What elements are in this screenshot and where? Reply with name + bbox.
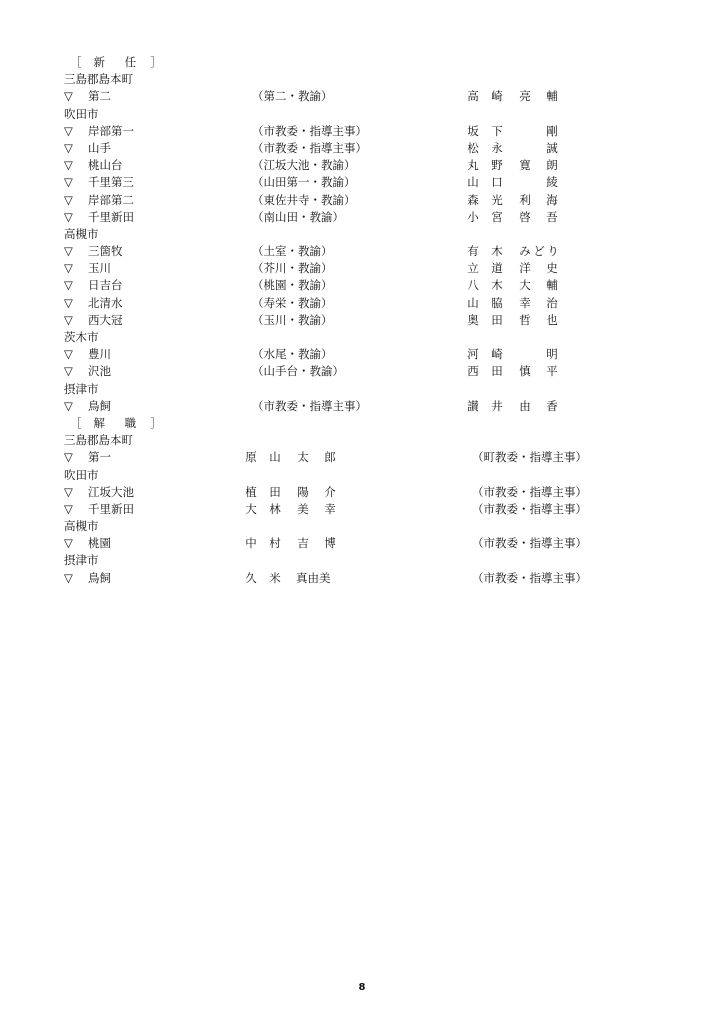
triangle-icon: ▽ (64, 501, 73, 516)
school-name: 豊川 (88, 347, 111, 362)
school-name: 沢池 (88, 364, 111, 379)
personnel-list (64, 54, 664, 587)
triangle-icon: ▽ (64, 295, 73, 310)
table-row (64, 123, 664, 140)
new-post: （市教委・指導主事） (472, 570, 587, 585)
table-row (64, 346, 664, 363)
name-char: 坂 (467, 123, 479, 138)
name-char: 山 (467, 295, 479, 310)
city-heading: 高槻市 (64, 226, 99, 241)
table-row (64, 157, 664, 174)
table-row (64, 484, 664, 501)
triangle-icon: ▽ (64, 140, 73, 155)
name-char: 太 (297, 450, 309, 465)
city-heading: 三島郡島本町 (64, 72, 133, 87)
section-title: 新 任 (93, 55, 145, 69)
name-char: 綾 (546, 175, 558, 190)
name-char: 平 (546, 364, 558, 379)
city-heading: 吹田市 (64, 106, 99, 121)
section-heading (64, 54, 664, 71)
name-char: 郎 (324, 450, 336, 465)
table-row (64, 501, 664, 518)
school-name: 千里新田 (88, 209, 134, 224)
name-char: 八 (467, 278, 479, 293)
bracket-close: ］ (150, 55, 162, 69)
table-row (64, 312, 664, 329)
previous-post: （第二・教諭） (252, 89, 333, 104)
name-char: 崎 (491, 89, 503, 104)
triangle-icon: ▽ (64, 192, 73, 207)
name-char: 永 (491, 140, 503, 155)
name-char: 道 (491, 261, 503, 276)
name-char: 脇 (491, 295, 503, 310)
name-char: 木 (491, 244, 503, 259)
name-char: 亮 (519, 89, 531, 104)
triangle-icon: ▽ (64, 261, 73, 276)
name-char: み (519, 244, 531, 259)
table-row (64, 174, 664, 191)
triangle-icon: ▽ (64, 536, 73, 551)
city-heading: 三島郡島本町 (64, 433, 133, 448)
triangle-icon: ▽ (64, 364, 73, 379)
previous-post: （市教委・指導主事） (252, 140, 367, 155)
city-heading: 吹田市 (64, 467, 99, 482)
name-char: 介 (324, 484, 336, 499)
school-name: 日吉台 (88, 278, 123, 293)
name-char: 幸 (519, 295, 531, 310)
previous-post: （市教委・指導主事） (252, 398, 367, 413)
name-char: 輔 (546, 278, 558, 293)
name-char: 海 (546, 192, 558, 207)
name-char: 剛 (546, 123, 558, 138)
table-row (64, 209, 664, 226)
name-char: 明 (546, 347, 558, 362)
name-char: 美 (297, 501, 309, 516)
new-post: （市教委・指導主事） (472, 484, 587, 499)
previous-post: （玉川・教諭） (252, 312, 333, 327)
name-char: 寛 (519, 158, 531, 173)
school-name: 桃園 (88, 536, 111, 551)
school-name: 第二 (88, 89, 111, 104)
section-heading (64, 415, 664, 432)
bracket-open: ［ (70, 415, 82, 430)
school-name: 玉川 (88, 261, 111, 276)
name-char: 田 (491, 364, 503, 379)
previous-post: （寿栄・教諭） (252, 295, 333, 310)
name-char: ど (533, 244, 545, 259)
school-name: 岸部第二 (88, 192, 134, 207)
name-char: 慎 (519, 364, 531, 379)
name-char: 中 (245, 536, 257, 551)
name-char: 洋 (519, 261, 531, 276)
name-char: 木 (491, 278, 503, 293)
name-char: 植 (245, 484, 257, 499)
previous-post: （水尾・教諭） (252, 347, 333, 362)
triangle-icon: ▽ (64, 398, 73, 413)
city-heading: 摂津市 (64, 553, 99, 568)
section-title: 解 職 (93, 415, 145, 430)
school-name: 西大冠 (88, 312, 123, 327)
triangle-icon: ▽ (64, 570, 73, 585)
name-char: 久 (245, 570, 257, 585)
name-char: 小 (467, 209, 479, 224)
name-char: 有 (467, 244, 479, 259)
name-char: 村 (269, 536, 281, 551)
table-row (64, 398, 664, 415)
name-char: 誠 (546, 140, 558, 155)
name-char: 啓 (519, 209, 531, 224)
previous-post: （市教委・指導主事） (252, 123, 367, 138)
city-heading: 高槻市 (64, 519, 99, 534)
previous-post: （南山田・教諭） (252, 209, 344, 224)
page-number: 8 (358, 982, 366, 993)
name-char: 森 (467, 192, 479, 207)
name-char: 吉 (297, 536, 309, 551)
name-char: 香 (546, 398, 558, 413)
table-row (64, 277, 664, 294)
name-char: 奥 (467, 312, 479, 327)
triangle-icon: ▽ (64, 484, 73, 499)
name-char: 吾 (546, 209, 558, 224)
name-char: 由 (519, 398, 531, 413)
name-char: 陽 (297, 484, 309, 499)
triangle-icon: ▽ (64, 450, 73, 465)
name-char: 輔 (546, 89, 558, 104)
table-row (64, 140, 664, 157)
table-row (64, 535, 664, 552)
table-row (64, 449, 664, 466)
name-char: 林 (269, 501, 281, 516)
new-post: （市教委・指導主事） (472, 501, 587, 516)
school-name: 桃山台 (88, 158, 123, 173)
name-char: 光 (491, 192, 503, 207)
name-char: り (547, 244, 559, 259)
triangle-icon: ▽ (64, 347, 73, 362)
city-heading: 摂津市 (64, 381, 99, 396)
name-char: 口 (491, 175, 503, 190)
previous-post: （東佐井寺・教諭） (252, 192, 356, 207)
bracket-close: ］ (150, 415, 162, 430)
triangle-icon: ▽ (64, 123, 73, 138)
new-post: （町教委・指導主事） (472, 450, 587, 465)
table-row (64, 243, 664, 260)
school-name: 第一 (88, 450, 111, 465)
table-row (64, 363, 664, 380)
triangle-icon: ▽ (64, 158, 73, 173)
name-char: 立 (467, 261, 479, 276)
name-char: 哲 (519, 312, 531, 327)
name-char: 田 (491, 312, 503, 327)
school-name: 鳥飼 (88, 570, 111, 585)
table-row (64, 88, 664, 105)
name-char: 史 (546, 261, 558, 276)
previous-post: （山手台・教諭） (252, 364, 344, 379)
name-char: 真由美 (296, 570, 331, 585)
name-char: 治 (546, 295, 558, 310)
name-char: 田 (269, 484, 281, 499)
name-char: 河 (467, 347, 479, 362)
table-row (64, 295, 664, 312)
school-name: 鳥飼 (88, 398, 111, 413)
name-char: 野 (491, 158, 503, 173)
bracket-open: ［ (70, 55, 82, 69)
name-char: 米 (269, 570, 281, 585)
triangle-icon: ▽ (64, 278, 73, 293)
table-row (64, 570, 664, 587)
new-post: （市教委・指導主事） (472, 536, 587, 551)
name-char: 西 (467, 364, 479, 379)
triangle-icon: ▽ (64, 175, 73, 190)
triangle-icon: ▽ (64, 244, 73, 259)
school-name: 三箇牧 (88, 244, 123, 259)
name-char: 丸 (467, 158, 479, 173)
school-name: 江坂大池 (88, 484, 134, 499)
name-char: 高 (467, 89, 479, 104)
previous-post: （山田第一・教諭） (252, 175, 356, 190)
name-char: 崎 (491, 347, 503, 362)
name-char: 幸 (324, 501, 336, 516)
city-heading: 茨木市 (64, 330, 99, 344)
triangle-icon: ▽ (64, 89, 73, 104)
school-name: 北清水 (88, 295, 123, 310)
table-row (64, 260, 664, 277)
name-char: 大 (245, 501, 257, 516)
name-char: 博 (324, 536, 336, 551)
school-name: 岸部第一 (88, 123, 134, 138)
name-char: 讃 (467, 398, 479, 413)
school-name: 山手 (88, 140, 111, 155)
previous-post: （桃園・教諭） (252, 278, 333, 293)
previous-post: （芥川・教諭） (252, 261, 333, 276)
table-row (64, 192, 664, 209)
name-char: 山 (467, 175, 479, 190)
name-char: 大 (519, 278, 531, 293)
name-char: 松 (467, 140, 479, 155)
name-char: 利 (519, 192, 531, 207)
name-char: 井 (491, 398, 503, 413)
school-name: 千里第三 (88, 175, 134, 190)
name-char: 宮 (491, 209, 503, 224)
name-char: 也 (546, 312, 558, 327)
name-char: 山 (269, 450, 281, 465)
previous-post: （土室・教諭） (252, 244, 333, 259)
name-char: 下 (491, 123, 503, 138)
name-char: 原 (245, 450, 257, 465)
name-char: 朗 (546, 158, 558, 173)
triangle-icon: ▽ (64, 312, 73, 327)
previous-post: （江坂大池・教諭） (252, 158, 356, 173)
school-name: 千里新田 (88, 501, 134, 516)
triangle-icon: ▽ (64, 209, 73, 224)
